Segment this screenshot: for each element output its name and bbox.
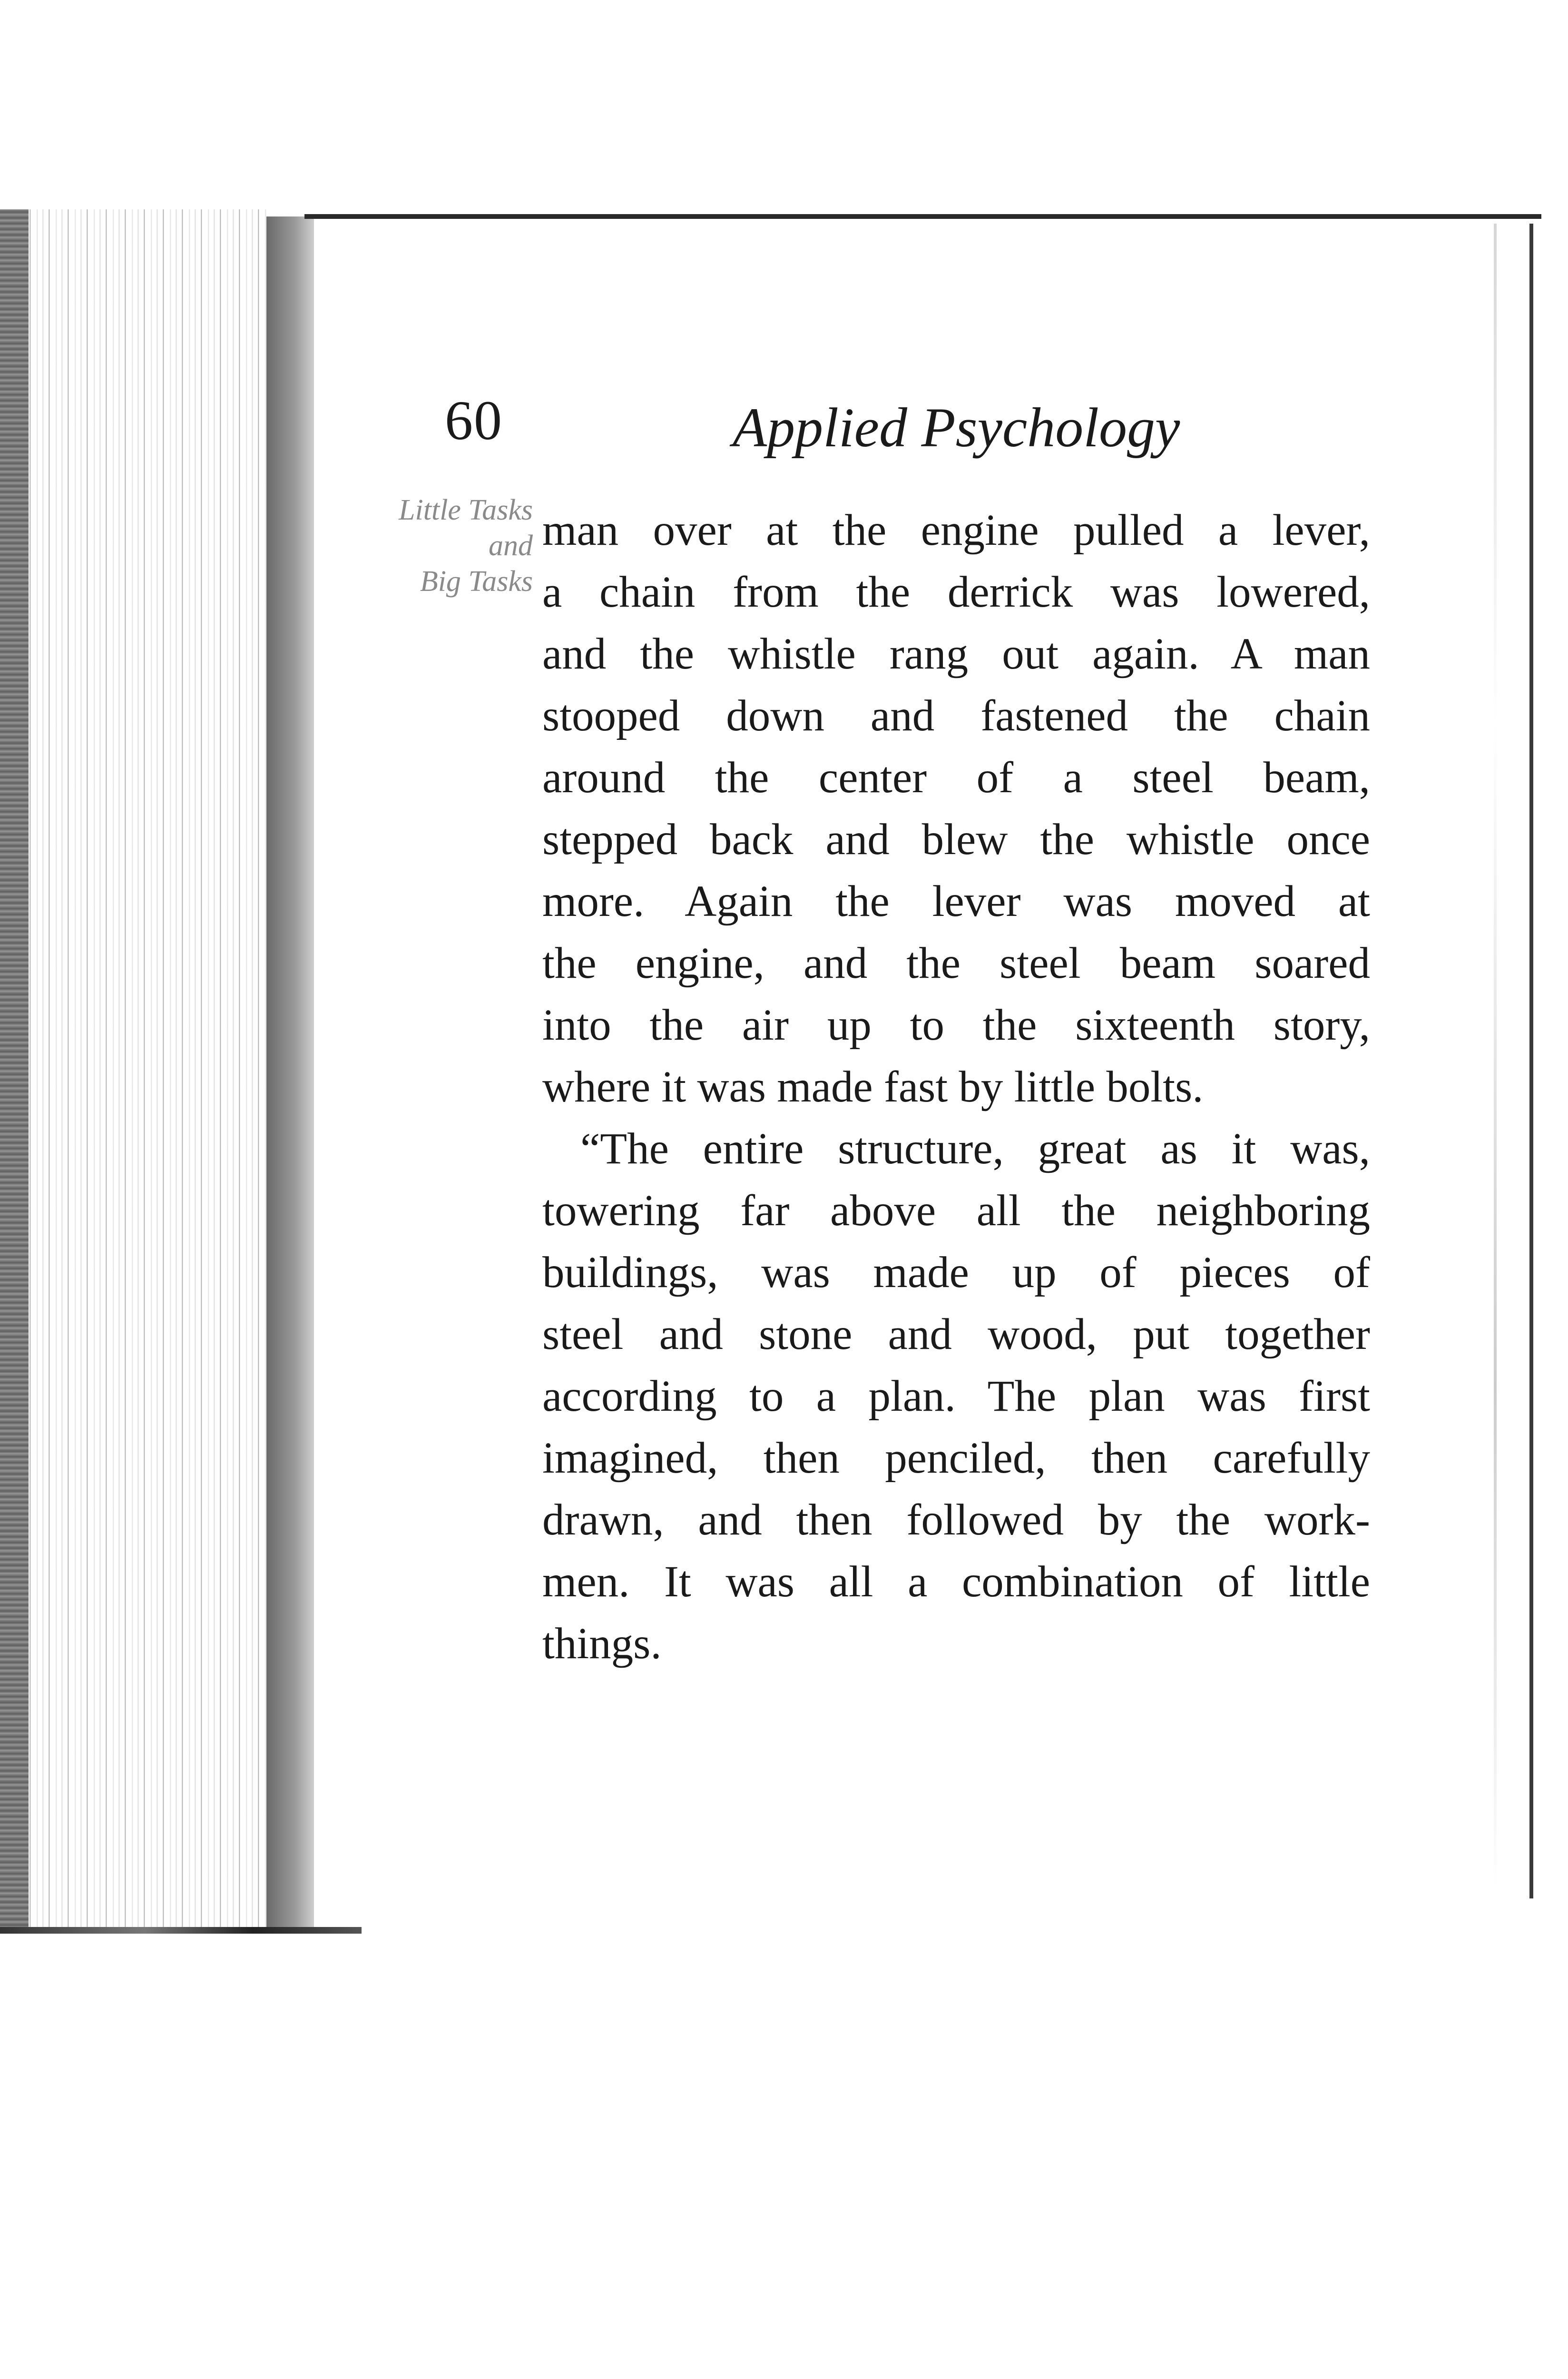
sidenote-line: Big Tasks: [420, 565, 533, 598]
text-line: where it was made fast by little bolts.: [542, 1062, 1204, 1111]
running-head: Applied Psychology: [733, 396, 1180, 459]
text-line: “The entire structure, great as it was,: [580, 1124, 1370, 1173]
sidenote-line: and: [489, 530, 533, 562]
sidenote-line: Little Tasks: [399, 494, 533, 526]
text-line: according to a plan. The plan was first: [542, 1372, 1370, 1421]
text-line: into the air up to the sixteenth story,: [542, 1001, 1370, 1050]
text-line: stooped down and fastened the chain: [542, 691, 1370, 740]
page-top-edge: [304, 214, 1541, 219]
text-line: man over at the engine pulled a lever,: [542, 506, 1370, 555]
text-line: the engine, and the steel beam soared: [542, 939, 1370, 988]
text-line: towering far above all the neighboring: [542, 1186, 1370, 1235]
text-line: men. It was all a combination of little: [542, 1557, 1370, 1606]
page-inner-shadow: [1494, 224, 1497, 1889]
book-gutter-shadow: [266, 216, 314, 1929]
margin-sidenote: [333, 492, 533, 600]
text-line: stepped back and blew the whistle once: [542, 815, 1370, 864]
page-bottom-edge: [0, 1927, 362, 1934]
text-line: and the whistle rang out again. A man: [542, 629, 1370, 678]
page-right-edge: [1529, 224, 1533, 1898]
text-line: around the center of a steel beam,: [542, 753, 1370, 802]
text-line: imagined, then penciled, then carefully: [542, 1434, 1370, 1483]
text-line: a chain from the derrick was lowered,: [542, 568, 1370, 617]
text-line: drawn, and then followed by the work-: [542, 1495, 1370, 1544]
text-line: buildings, was made up of pieces of: [542, 1248, 1370, 1297]
text-line: steel and stone and wood, put together: [542, 1310, 1370, 1359]
body-text: [542, 500, 1370, 1675]
text-line: things.: [542, 1619, 662, 1668]
page-number: 60: [445, 389, 503, 452]
text-line: more. Again the lever was moved at: [542, 877, 1370, 926]
book-page-edges: [0, 209, 266, 1932]
